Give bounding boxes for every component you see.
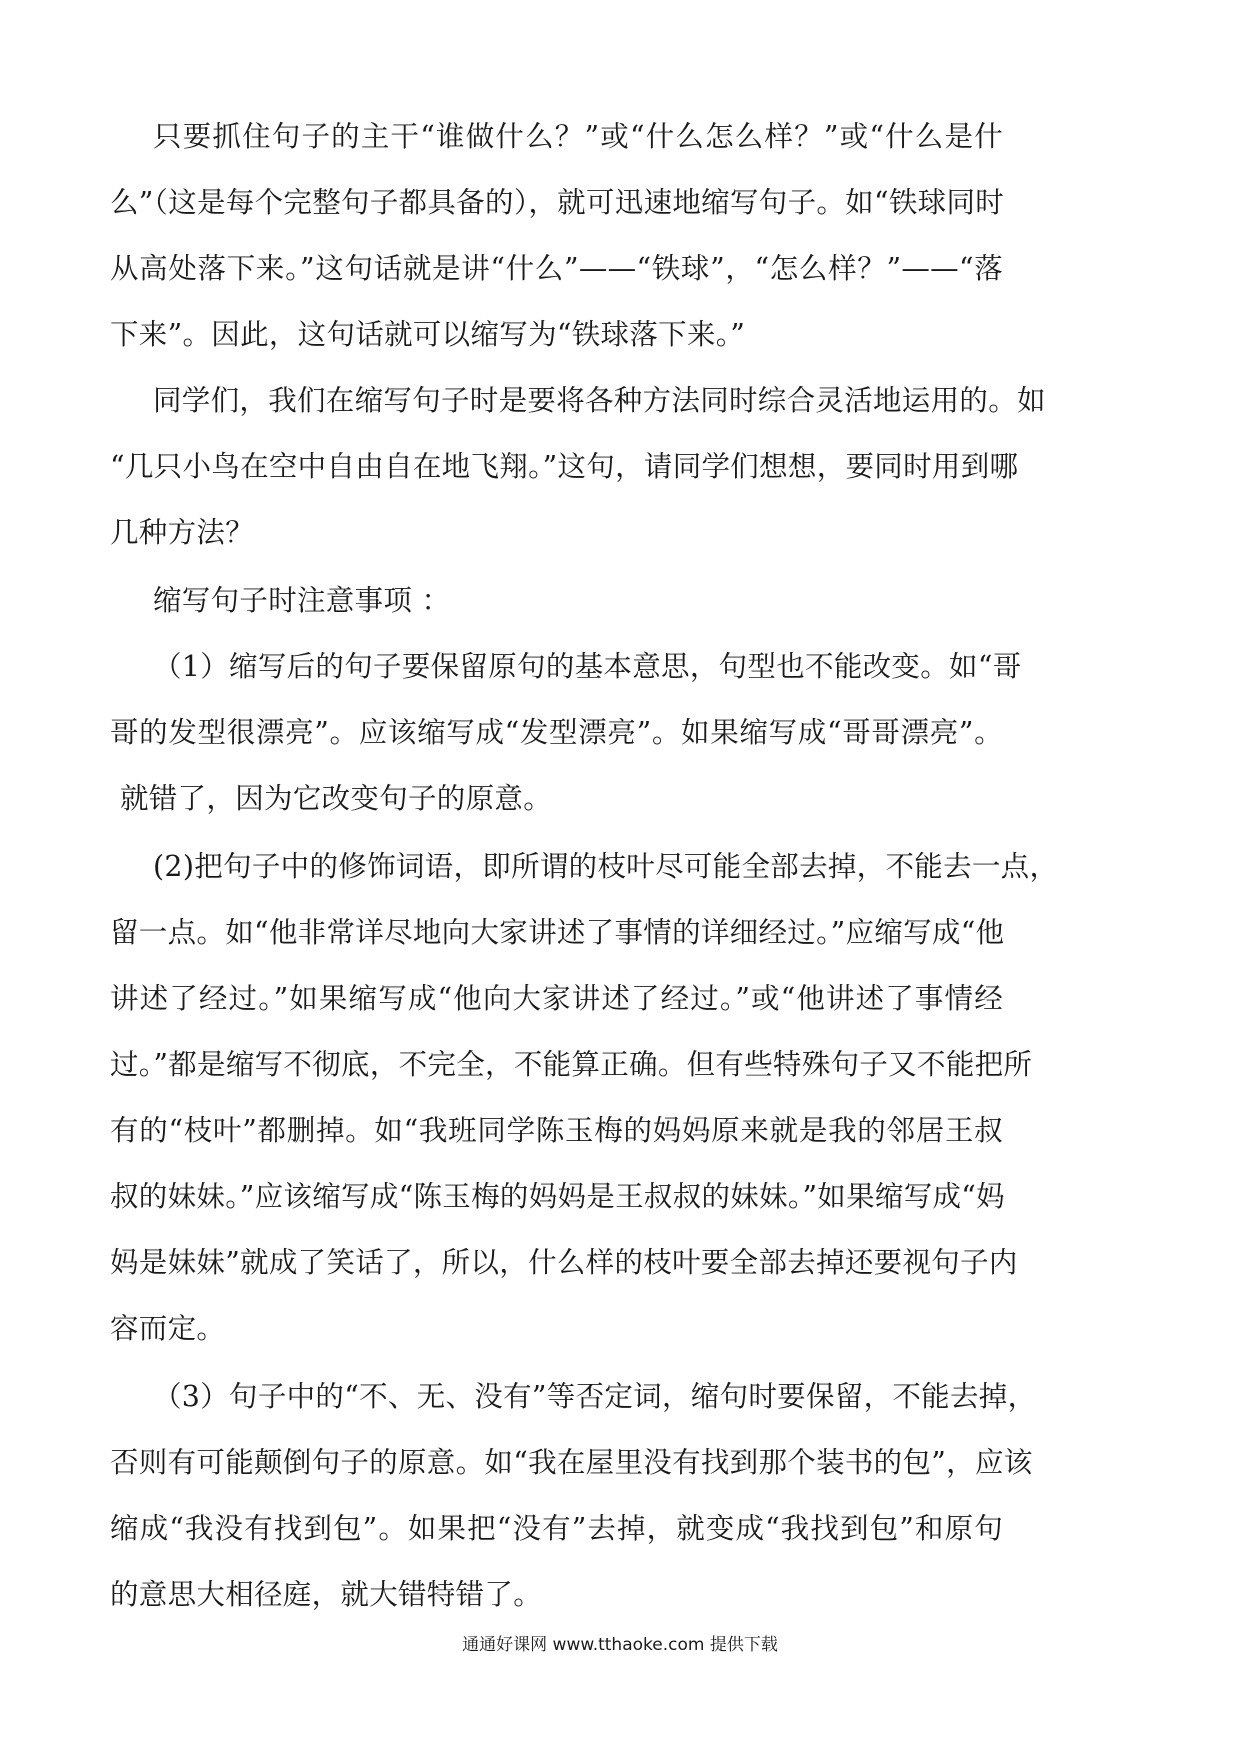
text-line: 么”（这是每个完整句子都具备的），就可迅速地缩写句子。如“铁球同时 [110, 186, 1005, 219]
text-line: 有的“枝叶”都删掉。如“我班同学陈玉梅的妈妈原来就是我的邻居王叔 [110, 1114, 1003, 1147]
text-line: 下来”。因此，这句话就可以缩写为“铁球落下来。” [110, 318, 746, 351]
section-heading: 缩写句子时注意事项 ： [153, 584, 451, 617]
text-line: 几种方法？ [110, 516, 255, 549]
text-line: 叔的妹妹。”应该缩写成“陈玉梅的妈妈是王叔叔的妹妹。”如果缩写成“妈 [110, 1180, 1005, 1213]
text-line: 哥的发型很漂亮”。应该缩写成“发型漂亮”。如果缩写成“哥哥漂亮”。 [110, 716, 1003, 749]
text-line: （3）句子中的“不、无、没有”等否定词，缩句时要保留，不能去掉， [153, 1380, 1037, 1413]
page-footer: 通通好课网 www.tthaoke.com 提供下载 [462, 1635, 778, 1655]
text-line: 过。”都是缩写不彻底，不完全，不能算正确。但有些特殊句子又不能把所 [110, 1048, 1033, 1081]
text-line: 的意思大相径庭，就大错特错了。 [110, 1578, 543, 1611]
text-line: 从高处落下来。”这句话就是讲“什么”——“铁球”，“怎么样？”——“落 [110, 252, 1003, 285]
text-line: 否则有可能颠倒句子的原意。如“我在屋里没有找到那个装书的包”，应该 [110, 1446, 1033, 1479]
text-line: “几只小鸟在空中自由自在地飞翔。”这句，请同学们想想，要同时用到哪 [110, 450, 1019, 483]
text-line: 同学们，我们在缩写句子时是要将各种方法同时综合灵活地运用的。如 [153, 384, 1046, 417]
text-line: 就错了，因为它改变句子的原意。 [120, 782, 553, 815]
text-line: （1）缩写后的句子要保留原句的基本意思，句型也不能改变。如“哥 [153, 650, 1022, 683]
text-line: 容而定。 [110, 1312, 226, 1345]
text-line: 缩成“我没有找到包”。如果把“没有”去掉，就变成“我找到包”和原句 [110, 1512, 1003, 1545]
text-line: 讲述了经过。”如果缩写成“他向大家讲述了经过。”或“他讲述了事情经 [110, 982, 1003, 1015]
text-line: 只要抓住句子的主干“谁做什么？”或“什么怎么样？”或“什么是什 [153, 120, 1003, 153]
text-line: 留一点。如“他非常详尽地向大家讲述了事情的详细经过。”应缩写成“他 [110, 916, 1005, 949]
text-line: (2)把句子中的修饰词语，即所谓的枝叶尽可能全部去掉，不能去一点， [153, 850, 1059, 883]
text-line: 妈是妹妹”就成了笑话了，所以，什么样的枝叶要全部去掉还要视句子内 [110, 1246, 1018, 1279]
